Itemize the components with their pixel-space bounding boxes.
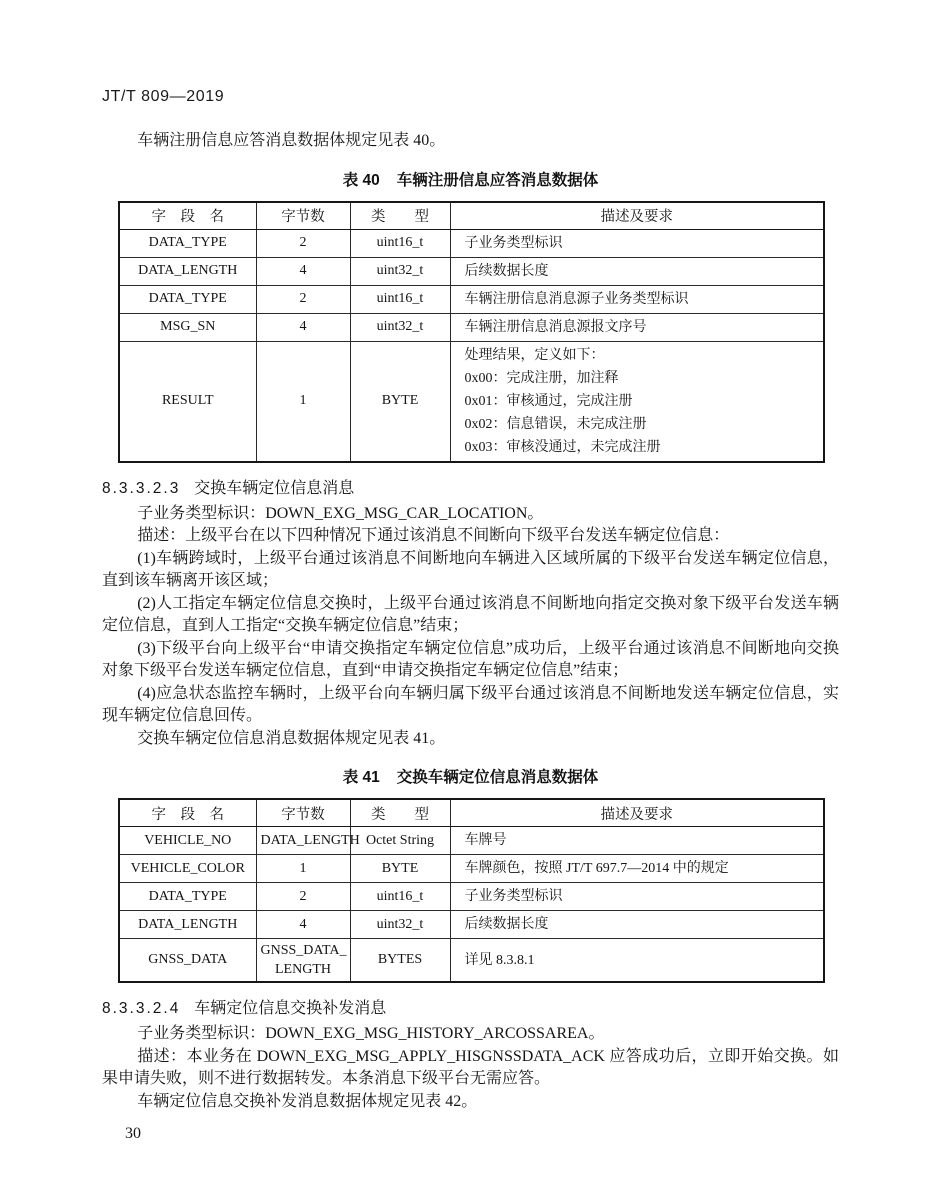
table-row [119,229,824,257]
table-row [119,883,824,911]
section-2-body [102,1023,839,1113]
col-header-type: 类 型 [350,202,450,230]
section-number: 8.3.3.2.4 [102,1000,181,1017]
cell-line: GNSS_DATA_ [260,943,347,958]
body-paragraph: 子业务类型标识：DOWN_EXG_MSG_HISTORY_ARCOSSAREA。 [137,1025,605,1042]
page-number: 30 [125,1125,141,1142]
table-41-caption [102,765,839,787]
cell-line: 0x03：审核没通过，未完成注册 [464,439,661,455]
cell-description [450,827,824,855]
cell-value: 1 [256,341,350,462]
body-paragraph: 车辆定位信息交换补发消息数据体规定见表 42。 [137,1092,478,1110]
cell-value: 2 [256,285,350,313]
cell-line: 车辆注册信息消息源报文序号 [464,319,647,335]
cell-value [256,939,350,983]
table-row [119,257,824,285]
body-paragraph: (2)人工指定车辆定位信息交换时，上级平台通过该消息不间断地向指定交换对象下级平台发送车辆定位信息，直到人工指定“交换车辆定位信息”结束； [102,594,839,634]
col-header-description: 描述及要求 [450,799,824,827]
cell-value: uint32_t [350,313,450,341]
page-content [102,88,839,1143]
table-row [119,313,824,341]
table-row [119,827,824,855]
cell-value: uint16_t [350,883,450,911]
col-header-byte-count: 字节数 [256,799,350,827]
cell-description [450,285,824,313]
section-heading-8-3-3-2-4 [102,998,839,1020]
cell-line: 详见 8.3.8.1 [464,952,535,968]
cell-description [450,883,824,911]
cell-value: uint16_t [350,285,450,313]
intro-paragraph: 车辆注册信息应答消息数据体规定见表 40。 [137,132,446,149]
cell-value: 4 [256,313,350,341]
cell-line: 0x00：完成注册，加注释 [464,370,619,386]
section-number: 8.3.3.2.3 [102,479,181,497]
cell-value: VEHICLE_NO [119,827,256,855]
cell-value: Octet String [350,827,450,855]
col-header-type: 类 型 [350,799,450,827]
cell-value: BYTES [350,939,450,983]
cell-value: 1 [256,855,350,883]
cell-value: DATA_TYPE [119,883,256,911]
cell-description [450,229,824,257]
cell-value: RESULT [119,341,256,462]
cell-value: MSG_SN [119,313,256,341]
table-41-caption-title: 交换车辆定位信息消息数据体 [396,769,599,786]
cell-value: GNSS_DATA [119,939,256,983]
cell-value: 2 [256,883,350,911]
cell-description [450,313,824,341]
table-41-caption-label: 表 41 [342,769,380,786]
section-title: 交换车辆定位信息消息 [194,479,355,497]
cell-value: DATA_LENGTH [119,257,256,285]
cell-description [450,341,824,462]
table-40-caption-label: 表 40 [342,171,380,189]
section-1-body [102,503,839,751]
standard-number-header: JT/T 809—2019 [102,88,225,105]
cell-line: 处理结果，定义如下： [464,347,605,363]
table-41 [118,798,825,983]
table-row [119,285,824,313]
cell-description [450,257,824,285]
col-header-description: 描述及要求 [450,202,824,230]
cell-line: 子业务类型标识 [464,235,563,251]
cell-description [450,911,824,939]
cell-line: 0x01：审核通过，完成注册 [464,393,633,409]
body-paragraph: 子业务类型标识：DOWN_EXG_MSG_CAR_LOCATION。 [137,504,544,522]
cell-value: uint32_t [350,911,450,939]
cell-value: DATA_TYPE [119,285,256,313]
cell-description [450,855,824,883]
cell-line: 0x02：信息错误，未完成注册 [464,416,647,432]
cell-value: DATA_LENGTH [256,827,350,855]
cell-line: 车牌号 [464,833,507,848]
table-40-caption [102,168,839,190]
cell-value: 4 [256,911,350,939]
table-row [119,939,824,983]
section-title: 车辆定位信息交换补发消息 [194,1000,387,1017]
body-paragraph: 交换车辆定位信息消息数据体规定见表 41。 [137,729,446,747]
cell-value: BYTE [350,855,450,883]
section-heading-8-3-3-2-3 [102,478,839,500]
col-header-field-name: 字 段 名 [119,799,256,827]
cell-value: uint16_t [350,229,450,257]
cell-value: DATA_LENGTH [119,911,256,939]
cell-line: LENGTH [275,962,331,977]
cell-description [450,939,824,983]
body-paragraph: (3)下级平台向上级平台“申请交换指定车辆定位信息”成功后，上级平台通过该消息不间断地向交换对象下级平台发送车辆定位信息，直到“申请交换指定车辆定位信息”结束； [102,639,839,679]
cell-line: 后续数据长度 [464,263,549,279]
cell-value: VEHICLE_COLOR [119,855,256,883]
body-paragraph: (1)车辆跨域时，上级平台通过该消息不间断地向车辆进入区域所属的下级平台发送车辆定位信息，直到该车辆离开该区域； [102,549,839,589]
cell-value: BYTE [350,341,450,462]
cell-value: 4 [256,257,350,285]
cell-value: uint32_t [350,257,450,285]
table-row [119,855,824,883]
cell-line: 子业务类型标识 [464,889,563,904]
cell-line: 车辆注册信息消息源子业务类型标识 [464,291,689,307]
body-paragraph: 描述：上级平台在以下四种情况下通过该消息不间断向下级平台发送车辆定位信息： [137,527,730,544]
table-40-caption-title: 车辆注册信息应答消息数据体 [396,171,599,189]
table-41-header-row [119,799,824,827]
col-header-byte-count: 字节数 [256,202,350,230]
table-40 [118,201,825,463]
cell-line: 后续数据长度 [464,917,549,932]
col-header-field-name: 字 段 名 [119,202,256,230]
table-row [119,341,824,462]
cell-value: DATA_TYPE [119,229,256,257]
body-paragraph: 描述：本业务在 DOWN_EXG_MSG_APPLY_HISGNSSDATA_ACK 应答成功后，立即开始交换。如果申请失败，则不进行数据转发。本条消息下级平台无需应答。 [102,1047,839,1087]
body-paragraph: (4)应急状态监控车辆时，上级平台向车辆归属下级平台通过该消息不间断地发送车辆定位信息，实现车辆定位信息回传。 [102,684,839,724]
table-row [119,911,824,939]
cell-line: 车牌颜色，按照 JT/T 697.7—2014 中的规定 [464,861,729,876]
table-40-header-row [119,202,824,230]
cell-value: 2 [256,229,350,257]
